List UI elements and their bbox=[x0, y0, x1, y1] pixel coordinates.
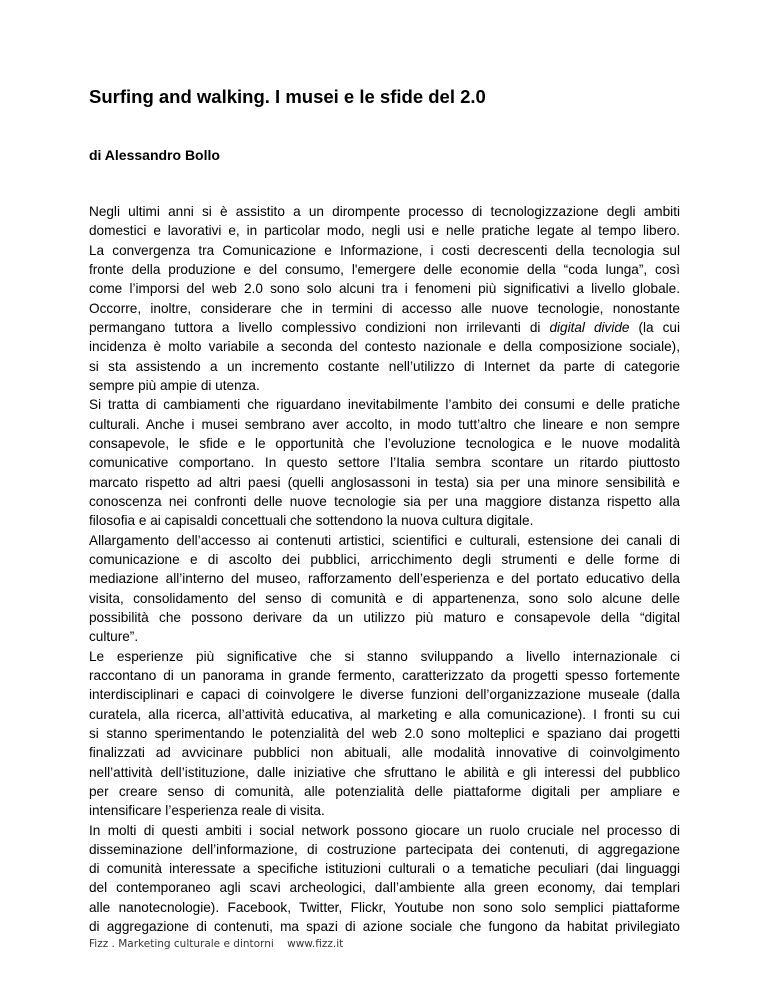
body-line: si sta assistendo a un incremento costante nell’utilizzo di Internet da parte di categorie bbox=[89, 358, 680, 374]
body-line: finalizzati ad avvicinare pubblici non abituali, alle modalità innovative di coinvolgimento bbox=[89, 745, 680, 761]
body-line: come l’imporsi del web 2.0 sono solo alcuni tra i fenomeni più significativi a livello globale. bbox=[89, 281, 680, 297]
page-footer bbox=[89, 938, 343, 950]
footer-url-link[interactable]: www.fizz.it bbox=[287, 938, 344, 950]
body-line: culturali. Anche i musei sembrano aver accolto, in modo tutt’altro che lineare e non sempre bbox=[89, 416, 680, 432]
body-line: di comunità interessate a specifiche istituzioni culturali o a tematiche peculiari (dai linguaggi bbox=[89, 861, 680, 877]
footer-publisher: Fizz . Marketing culturale e dintorni bbox=[89, 938, 274, 950]
body-line: Negli ultimi anni si è assistito a un dirompente processo di tecnologizzazione degli ambiti bbox=[89, 204, 680, 219]
body-line: filosofia e ai capisaldi concettuali che sottendono la nuova cultura digitale. bbox=[89, 513, 534, 529]
body-line: mediazione all’interno del museo, rafforzamento dell’esperienza e del portato educativo della bbox=[89, 571, 680, 587]
body-line: possibilità che possono derivare da un utilizzo più maturo e consapevole della “digital bbox=[89, 609, 680, 625]
body-line: La convergenza tra Comunicazione e Informazione, i costi decrescenti della tecnologia sul bbox=[89, 242, 680, 258]
body-line: Allargamento dell’accesso ai contenuti artistici, scientifici e culturali, estensione dei canali di bbox=[89, 532, 680, 548]
body-line: del contemporaneo agli scavi archeologici, dall’ambiente alla green economy, dai templari bbox=[89, 880, 680, 896]
body-line: In molti di questi ambiti i social network possono giocare un ruolo cruciale nel processo di bbox=[89, 822, 680, 838]
body-line: conoscenza nei confronti delle nuove tecnologie sia per una maggiore distanza rispetto alla bbox=[89, 493, 680, 509]
body-line: Occorre, inoltre, considerare che in termini di accesso alle nuove tecnologie, nonostante bbox=[89, 300, 680, 316]
body-line: comunicative comportano. In questo settore l’Italia sembra scontare un ritardo piuttosto bbox=[89, 455, 680, 471]
body-line: disseminazione dell’informazione, di costruzione partecipata dei contenuti, di aggregazione bbox=[89, 841, 680, 857]
document-author: di Alessandro Bollo bbox=[89, 147, 220, 163]
body-line: culture”. bbox=[89, 629, 139, 645]
body-line: Si tratta di cambiamenti che riguardano inevitabilmente l’ambito dei consumi e delle pratiche bbox=[89, 397, 680, 413]
body-line: marcato rispetto ad altri paesi (quelli anglosassoni in testa) sia per una minore sensibilità e bbox=[89, 474, 680, 490]
body-line: curatela, alla ricerca, all’attività educativa, al marketing e alla comunicazione). I fronti su cui bbox=[89, 706, 680, 722]
body-line: Le esperienze più significative che si stanno sviluppando a livello internazionale ci bbox=[89, 648, 680, 664]
body-line: alle nanotecnologie). Facebook, Twitter, Flickr, Youtube non sono solo semplici piattaforme bbox=[89, 899, 680, 915]
body-line: di aggregazione di contenuti, ma spazi di azione sociale che fungono da habitat privilegiato bbox=[89, 919, 680, 935]
body-text bbox=[89, 202, 680, 936]
body-line: permangano tuttora a livello complessivo condizioni non irrilevanti di digital divide (la cui bbox=[89, 319, 680, 335]
body-line: raccontano di un panorama in grande fermento, caratterizzato da progetti spesso fortemente bbox=[89, 667, 680, 683]
body-line: fronte della produzione e del consumo, l'emergere delle economie della “coda lunga”, così bbox=[89, 261, 680, 277]
body-line: consapevole, le sfide e le opportunità che l’evoluzione tecnologica e le nuove modalità bbox=[89, 435, 680, 451]
body-line: nell’attività dell’istituzione, dalle iniziative che sfruttano le abilità e gli interessi del pubblico bbox=[89, 764, 680, 780]
document-title: Surfing and walking. I musei e le sfide del 2.0 bbox=[89, 86, 486, 107]
body-line: domestici e lavorativi e, in particolar modo, negli usi e nelle pratiche legate al tempo libero. bbox=[89, 223, 680, 239]
body-line: sempre più ampie di utenza. bbox=[89, 377, 260, 393]
body-line: visita, consolidamento del senso di comunità e di appartenenza, sono solo alcune delle bbox=[89, 590, 680, 606]
body-line: incidenza è molto variabile a seconda del contesto nazionale e della composizione sociale), bbox=[89, 339, 680, 355]
body-line: per creare senso di comunità, alle potenzialità delle piattaforme digitali per ampliare e bbox=[89, 783, 680, 799]
emphasis-term: digital divide bbox=[549, 319, 630, 335]
body-line: si stanno sperimentando le potenzialità del web 2.0 sono molteplici e spaziano dai progetti bbox=[89, 725, 680, 741]
body-line: intensificare l’esperienza reale di visita. bbox=[89, 803, 325, 819]
body-line: interdisciplinari e capaci di coinvolgere le diverse funzioni dell’organizzazione museale (dalla bbox=[89, 687, 680, 703]
body-line: comunicazione e di ascolto dei pubblici, arricchimento degli strumenti e delle forme di bbox=[89, 551, 680, 567]
